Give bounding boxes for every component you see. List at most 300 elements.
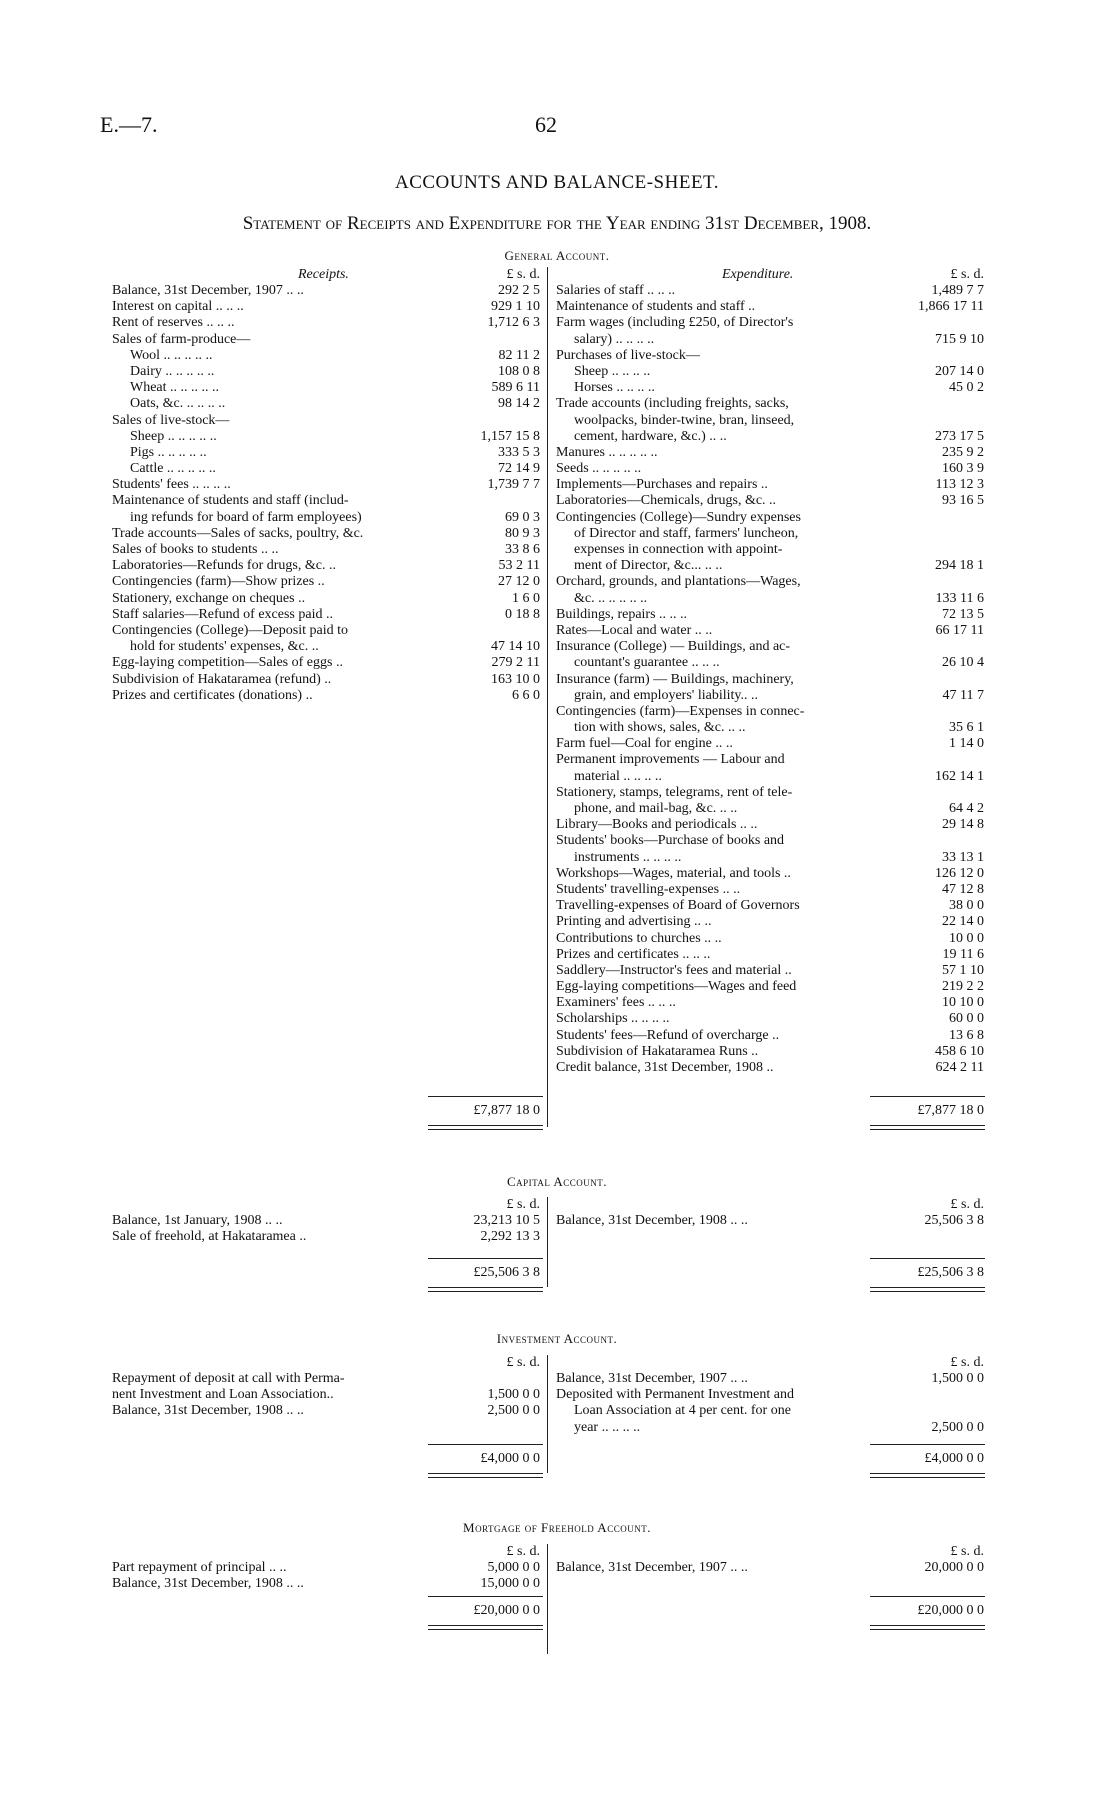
ledger-row [556, 1560, 984, 1576]
rule [428, 1291, 543, 1292]
ledger-item-label: ment of Director, &c... .. .. [574, 558, 723, 574]
capital-right-list [556, 1213, 984, 1229]
ledger-row [556, 461, 984, 477]
currency-header: £ s. d. [950, 267, 984, 282]
rule [870, 1444, 985, 1445]
ledger-item-amount: 108 0 8 [498, 363, 540, 379]
ledger-row [556, 785, 984, 801]
ledger-item-label: countant's guarantee .. .. .. [574, 655, 720, 671]
ledger-item-label: hold for students' expenses, &c. .. [130, 639, 319, 655]
ledger-row [556, 315, 984, 331]
rule [428, 1625, 543, 1626]
ledger-row [556, 1371, 984, 1387]
rule [428, 1473, 543, 1474]
ledger-row [112, 688, 540, 704]
ledger-row [556, 898, 984, 914]
ledger-item-label: Deposited with Permanent Investment and [556, 1387, 794, 1403]
ledger-row [556, 672, 984, 688]
ledger-row [112, 1213, 540, 1229]
ledger-row [112, 510, 540, 526]
page-number: 62 [535, 112, 557, 137]
ledger-row [112, 332, 540, 348]
ledger-row [112, 413, 540, 429]
ledger-item-label: Library—Books and periodicals .. .. [556, 817, 758, 833]
ledger-item-amount: 333 5 3 [498, 444, 540, 460]
ledger-item-label: Implements—Purchases and repairs .. [556, 477, 768, 493]
page-reference: E.—7. [100, 112, 158, 137]
ledger-item-amount: 273 17 5 [935, 428, 984, 444]
ledger-row [556, 413, 984, 429]
ledger-row [556, 477, 984, 493]
document-subtitle: Statement of Receipts and Expenditure for the Year ending 31st December, 1908. [242, 213, 872, 234]
ledger-item-label: &c. .. .. .. .. .. [574, 590, 648, 606]
ledger-row [556, 995, 984, 1011]
ledger-item-label: Travelling-expenses of Board of Governors [556, 898, 800, 914]
ledger-row [112, 429, 540, 445]
ledger-item-label: salary) .. .. .. .. [574, 331, 655, 347]
ledger-item-amount: 1,712 6 3 [487, 315, 540, 331]
capital-left-column [112, 1197, 540, 1245]
ledger-item-amount: 279 2 11 [491, 655, 540, 671]
ledger-item-label: Laboratories—Chemicals, drugs, &c. .. [556, 493, 777, 509]
rule [870, 1129, 985, 1130]
ledger-row [556, 510, 984, 526]
ledger-item-label: Balance, 31st December, 1908 .. .. [556, 1213, 748, 1228]
ledger-item-amount: 929 1 10 [491, 299, 540, 315]
rule [428, 1125, 543, 1126]
rule [870, 1291, 985, 1292]
ledger-row [112, 299, 540, 315]
ledger-row [556, 688, 984, 704]
ledger-row [112, 283, 540, 299]
ledger-item-amount: 1,500 0 0 [931, 1371, 984, 1386]
ledger-item-label: Buildings, repairs .. .. .. [556, 606, 688, 622]
ledger-item-amount: 0 18 8 [505, 606, 540, 622]
ledger-item-amount: 66 17 11 [935, 622, 984, 638]
ledger-item-label: Sales of farm-produce— [112, 331, 251, 347]
rule [428, 1477, 543, 1478]
column-divider [547, 1197, 548, 1287]
capital-left-list [112, 1213, 540, 1245]
ledger-item-label: Purchases of live-stock— [556, 347, 700, 363]
rule [428, 1096, 543, 1097]
ledger-item-label: Loan Association at 4 per cent. for one [574, 1403, 791, 1419]
ledger-item-label: grain, and employers' liability.. .. [574, 687, 758, 703]
ledger-row [556, 445, 984, 461]
ledger-row [556, 914, 984, 930]
ledger-item-amount: 47 11 7 [942, 687, 984, 703]
ledger-item-label: material .. .. .. .. [574, 768, 662, 784]
ledger-item-label: Contingencies (College)—Sundry expenses [556, 509, 801, 525]
ledger-item-amount: 5,000 0 0 [487, 1560, 540, 1575]
ledger-item-label: Stationery, stamps, telegrams, rent of tele- [556, 784, 793, 800]
investment-left-column [112, 1355, 540, 1420]
ledger-item-amount: 35 6 1 [949, 720, 984, 736]
ledger-row [556, 639, 984, 655]
ledger-row [112, 461, 540, 477]
ledger-row [556, 396, 984, 412]
mortgage-account-heading: Mortgage of Freehold Account. [463, 1520, 651, 1535]
ledger-item-label: Interest on capital .. .. .. [112, 299, 244, 315]
ledger-item-amount: 33 13 1 [942, 849, 984, 865]
ledger-item-label: Wool .. .. .. .. .. [130, 347, 213, 363]
ledger-row [556, 931, 984, 947]
ledger-item-amount: 38 0 0 [949, 898, 984, 914]
ledger-row [112, 1387, 540, 1403]
ledger-row [112, 1403, 540, 1419]
ledger-item-amount: 69 0 3 [505, 509, 540, 525]
rule [870, 1287, 985, 1288]
investment-right-list [556, 1371, 984, 1436]
receipts-caption: Receipts. [298, 267, 349, 282]
ledger-item-amount: 23,213 10 5 [473, 1213, 540, 1228]
ledger-item-label: Credit balance, 31st December, 1908 .. [556, 1060, 774, 1075]
ledger-item-label: Examiners' fees .. .. .. [556, 995, 676, 1011]
capital-right-column [556, 1197, 984, 1229]
rule [428, 1444, 543, 1445]
investment-total-left: £4,000 0 0 [480, 1451, 540, 1466]
ledger-item-label: Students' books—Purchase of books and [556, 833, 785, 849]
investment-total-right: £4,000 0 0 [924, 1451, 984, 1466]
ledger-row [112, 655, 540, 671]
ledger-item-amount: 45 0 2 [949, 380, 984, 396]
ledger-item-amount: 33 8 6 [505, 542, 540, 557]
ledger-row [112, 607, 540, 623]
ledger-row [556, 720, 984, 736]
ledger-row [112, 1371, 540, 1387]
ledger-item-label: Part repayment of principal .. .. [112, 1560, 287, 1575]
ledger-item-label: Printing and advertising .. .. [556, 914, 712, 930]
ledger-item-amount: 19 11 6 [942, 946, 984, 962]
ledger-item-label: woolpacks, binder-twine, bran, linseed, [574, 412, 795, 428]
ledger-item-label: Permanent improvements — Labour and [556, 752, 785, 768]
ledger-item-amount: 72 13 5 [942, 606, 984, 622]
mortgage-left-list [112, 1560, 540, 1592]
ledger-item-amount: 589 6 11 [491, 380, 540, 396]
capital-account-heading: Capital Account. [506, 1174, 608, 1189]
ledger-item-amount: 1,489 7 7 [931, 283, 984, 298]
mortgage-total-right: £20,000 0 0 [917, 1603, 984, 1618]
ledger-item-amount: 15,000 0 0 [480, 1576, 540, 1592]
ledger-item-label: Trade accounts—Sales of sacks, poultry, &c. [112, 525, 364, 541]
ledger-row [112, 542, 540, 558]
ledger-item-amount: 22 14 0 [942, 914, 984, 930]
ledger-item-amount: 292 2 5 [498, 283, 540, 298]
ledger-item-amount: 1,500 0 0 [487, 1387, 540, 1403]
ledger-row [556, 283, 984, 299]
ledger-row [556, 882, 984, 898]
expenditure-list [556, 283, 984, 1076]
ledger-row [556, 1387, 984, 1403]
ledger-row [556, 963, 984, 979]
rule [870, 1125, 985, 1126]
ledger-row [556, 591, 984, 607]
ledger-item-label: Oats, &c. .. .. .. .. [130, 396, 226, 412]
ledger-item-label: Egg-laying competitions—Wages and feed [556, 979, 797, 995]
ledger-item-label: Staff salaries—Refund of excess paid .. [112, 606, 333, 622]
ledger-item-amount: 80 9 3 [505, 525, 540, 541]
ledger-row [556, 1213, 984, 1229]
ledger-item-label: Pigs .. .. .. .. .. [130, 444, 207, 460]
ledger-row [556, 850, 984, 866]
ledger-row [556, 1060, 984, 1076]
ledger-item-label: Prizes and certificates .. .. .. [556, 946, 711, 962]
ledger-item-amount: 27 12 0 [498, 574, 540, 590]
ledger-item-label: Sales of live-stock— [112, 412, 230, 428]
ledger-row [112, 364, 540, 380]
ledger-row [556, 429, 984, 445]
ledger-item-amount: 1,866 17 11 [918, 299, 984, 315]
general-expenditure-column [556, 267, 984, 1076]
ledger-item-amount: 235 9 2 [942, 444, 984, 460]
ledger-row [112, 493, 540, 509]
ledger-item-amount: 160 3 9 [942, 461, 984, 477]
ledger-item-label: Contingencies (farm)—Show prizes .. [112, 574, 325, 590]
ledger-item-label: Scholarships .. .. .. .. [556, 1011, 670, 1027]
ledger-item-amount: 72 14 9 [498, 461, 540, 477]
ledger-item-label: Egg-laying competition—Sales of eggs .. [112, 655, 343, 671]
ledger-row [112, 1560, 540, 1576]
ledger-item-label: Sheep .. .. .. .. [574, 363, 651, 379]
ledger-item-label: Prizes and certificates (donations) .. [112, 687, 313, 703]
ledger-item-amount: 25,506 3 8 [924, 1213, 984, 1228]
ledger-item-label: Insurance (College) — Buildings, and ac- [556, 639, 791, 655]
ledger-item-label: Saddlery—Instructor's fees and material .. [556, 962, 792, 978]
ledger-item-label: phone, and mail-bag, &c. .. .. [574, 801, 738, 816]
mortgage-total-left: £20,000 0 0 [473, 1603, 540, 1618]
ledger-row [556, 817, 984, 833]
ledger-item-amount: 624 2 11 [935, 1060, 984, 1075]
ledger-row [556, 769, 984, 785]
ledger-item-label: Students' travelling-expenses .. .. [556, 881, 741, 897]
ledger-item-label: Horses .. .. .. .. [574, 380, 655, 396]
ledger-item-label: cement, hardware, &c.) .. .. [574, 428, 727, 444]
ledger-row [556, 380, 984, 396]
rule [428, 1129, 543, 1130]
rule [428, 1287, 543, 1288]
ledger-item-amount: 1,739 7 7 [487, 477, 540, 493]
ledger-row [556, 947, 984, 963]
ledger-item-amount: 1 14 0 [949, 736, 984, 752]
investment-left-list [112, 1371, 540, 1420]
ledger-item-label: Students' fees .. .. .. .. [112, 477, 231, 493]
ledger-item-label: expenses in connection with appoint- [574, 542, 783, 557]
ledger-row [112, 526, 540, 542]
ledger-row [556, 979, 984, 995]
ledger-row [556, 526, 984, 542]
ledger-item-amount: 715 9 10 [935, 331, 984, 347]
receipts-list [112, 283, 540, 704]
column-divider [547, 1355, 548, 1473]
ledger-item-amount: 10 0 0 [949, 930, 984, 946]
capital-total-right: £25,506 3 8 [917, 1265, 984, 1280]
ledger-item-amount: 162 14 1 [935, 768, 984, 784]
currency-header: £ s. d. [506, 267, 540, 282]
rule [428, 1258, 543, 1259]
ledger-row [112, 315, 540, 331]
ledger-item-label: Rates—Local and water .. .. [556, 622, 713, 638]
ledger-item-label: Balance, 31st December, 1908 .. .. [112, 1576, 304, 1592]
currency-header: £ s. d. [506, 1355, 540, 1370]
ledger-item-label: Laboratories—Refunds for drugs, &c. .. [112, 558, 336, 574]
ledger-row [556, 1028, 984, 1044]
ledger-row [556, 736, 984, 752]
ledger-item-label: Sheep .. .. .. .. .. [130, 428, 217, 444]
ledger-item-amount: 1,157 15 8 [480, 428, 540, 444]
ledger-row [556, 655, 984, 671]
currency-header: £ s. d. [950, 1355, 984, 1370]
rule [870, 1629, 985, 1630]
ledger-item-label: Contributions to churches .. .. [556, 930, 722, 946]
ledger-item-label: Subdivision of Hakataramea (refund) .. [112, 671, 332, 687]
ledger-item-label: Manures .. .. .. .. .. [556, 444, 658, 460]
ledger-row [556, 493, 984, 509]
ledger-row [556, 332, 984, 348]
ledger-row [556, 1420, 984, 1436]
ledger-item-amount: 98 14 2 [498, 396, 540, 412]
ledger-item-label: Balance, 31st December, 1907 .. .. [556, 1560, 748, 1575]
ledger-item-label: ing refunds for board of farm employees) [130, 509, 362, 525]
ledger-item-amount: 10 10 0 [942, 995, 984, 1011]
expenditure-caption: Expenditure. [722, 267, 794, 282]
currency-header: £ s. d. [506, 1544, 540, 1559]
ledger-row [112, 1229, 540, 1245]
ledger-item-amount: 13 6 8 [949, 1027, 984, 1043]
ledger-row [112, 380, 540, 396]
ledger-item-label: Students' fees—Refund of overcharge .. [556, 1027, 780, 1043]
ledger-item-amount: 219 2 2 [942, 979, 984, 995]
general-receipts-column [112, 267, 540, 704]
ledger-item-amount: 64 4 2 [949, 801, 984, 816]
ledger-item-amount: 126 12 0 [935, 865, 984, 881]
ledger-row [556, 801, 984, 817]
ledger-item-label: Contingencies (farm)—Expenses in connec- [556, 703, 805, 719]
ledger-item-label: Farm wages (including £250, of Director's [556, 315, 794, 331]
ledger-row [112, 591, 540, 607]
mortgage-right-column [556, 1544, 984, 1576]
ledger-item-label: Orchard, grounds, and plantations—Wages, [556, 574, 801, 590]
ledger-item-label: year .. .. .. .. [574, 1419, 641, 1435]
ledger-item-label: tion with shows, sales, &c. .. .. [574, 720, 746, 736]
ledger-item-label: Balance, 31st December, 1907 .. .. [556, 1371, 748, 1386]
ledger-row [112, 558, 540, 574]
ledger-item-amount: 294 18 1 [935, 558, 984, 574]
ledger-item-label: Repayment of deposit at call with Perma- [112, 1371, 345, 1386]
column-divider [547, 267, 548, 1127]
ledger-item-amount: 207 14 0 [935, 363, 984, 379]
ledger-item-label: Insurance (farm) — Buildings, machinery, [556, 671, 794, 687]
ledger-item-label: Workshops—Wages, material, and tools .. [556, 865, 791, 881]
ledger-row [112, 477, 540, 493]
ledger-item-amount: 29 14 8 [942, 817, 984, 833]
ledger-item-amount: 133 11 6 [935, 590, 984, 606]
ledger-item-label: Contingencies (College)—Deposit paid to [112, 622, 349, 638]
ledger-item-amount: 60 0 0 [949, 1011, 984, 1027]
ledger-row [556, 348, 984, 364]
ledger-row [556, 1011, 984, 1027]
ledger-row [556, 833, 984, 849]
ledger-row [556, 299, 984, 315]
ledger-item-label: Sales of books to students .. .. [112, 542, 279, 557]
ledger-row [556, 704, 984, 720]
ledger-item-label: Maintenance of students and staff .. [556, 299, 756, 315]
ledger-item-label: Wheat .. .. .. .. .. [130, 380, 220, 396]
ledger-item-amount: 458 6 10 [935, 1043, 984, 1059]
ledger-row [112, 445, 540, 461]
column-divider [547, 1544, 548, 1654]
ledger-item-amount: 6 6 0 [512, 687, 540, 703]
ledger-item-label: Balance, 1st January, 1908 .. .. [112, 1213, 283, 1228]
rule [428, 1629, 543, 1630]
ledger-item-label: of Director and staff, farmers' luncheon, [574, 525, 799, 541]
ledger-row [556, 1403, 984, 1419]
currency-header: £ s. d. [506, 1197, 540, 1212]
ledger-item-amount: 57 1 10 [942, 962, 984, 978]
rule [870, 1258, 985, 1259]
ledger-item-label: instruments .. .. .. .. [574, 849, 682, 865]
ledger-item-label: Balance, 31st December, 1908 .. .. [112, 1403, 304, 1419]
ledger-row [556, 574, 984, 590]
ledger-item-label: Maintenance of students and staff (includ- [112, 493, 349, 509]
ledger-item-amount: 20,000 0 0 [924, 1560, 984, 1575]
rule [870, 1473, 985, 1474]
ledger-item-label: nent Investment and Loan Association.. [112, 1387, 334, 1403]
ledger-row [556, 623, 984, 639]
ledger-item-label: Salaries of staff .. .. .. [556, 283, 676, 298]
ledger-row [556, 1044, 984, 1060]
ledger-row [112, 623, 540, 639]
ledger-row [556, 558, 984, 574]
ledger-item-amount: 113 12 3 [935, 477, 984, 493]
ledger-row [112, 574, 540, 590]
ledger-row [112, 396, 540, 412]
ledger-row [556, 752, 984, 768]
ledger-row [556, 364, 984, 380]
rule [870, 1596, 985, 1597]
ledger-item-label: Subdivision of Hakataramea Runs .. [556, 1043, 759, 1059]
ledger-item-amount: 93 16 5 [942, 493, 984, 509]
ledger-row [112, 639, 540, 655]
general-total-expenditure: £7,877 18 0 [917, 1103, 984, 1118]
ledger-item-amount: 2,500 0 0 [931, 1419, 984, 1435]
investment-right-column [556, 1355, 984, 1436]
capital-total-left: £25,506 3 8 [473, 1265, 540, 1280]
ledger-item-label: Farm fuel—Coal for engine .. .. [556, 736, 733, 752]
ledger-item-amount: 163 10 0 [491, 671, 540, 687]
ledger-item-label: Balance, 31st December, 1907 .. .. [112, 283, 304, 298]
ledger-row [112, 1576, 540, 1592]
ledger-item-amount: 47 12 8 [942, 881, 984, 897]
rule [870, 1477, 985, 1478]
ledger-item-amount: 53 2 11 [498, 558, 540, 574]
rule [428, 1596, 543, 1597]
ledger-row [112, 348, 540, 364]
ledger-item-label: Sale of freehold, at Hakataramea .. [112, 1229, 307, 1245]
ledger-item-amount: 1 6 0 [512, 590, 540, 606]
document-title: ACCOUNTS AND BALANCE-SHEET. [394, 172, 719, 193]
ledger-row [556, 866, 984, 882]
ledger-item-label: Stationery, exchange on cheques .. [112, 590, 306, 606]
ledger-item-label: Dairy .. .. .. .. .. [130, 363, 215, 379]
ledger-item-label: Trade accounts (including freights, sacks, [556, 396, 789, 412]
ledger-item-amount: 26 10 4 [942, 655, 984, 671]
rule [870, 1096, 985, 1097]
ledger-row [112, 672, 540, 688]
currency-header: £ s. d. [950, 1544, 984, 1559]
ledger-item-amount: 47 14 10 [491, 639, 540, 655]
general-total-receipts: £7,877 18 0 [473, 1103, 540, 1118]
ledger-item-amount: 2,500 0 0 [487, 1403, 540, 1419]
